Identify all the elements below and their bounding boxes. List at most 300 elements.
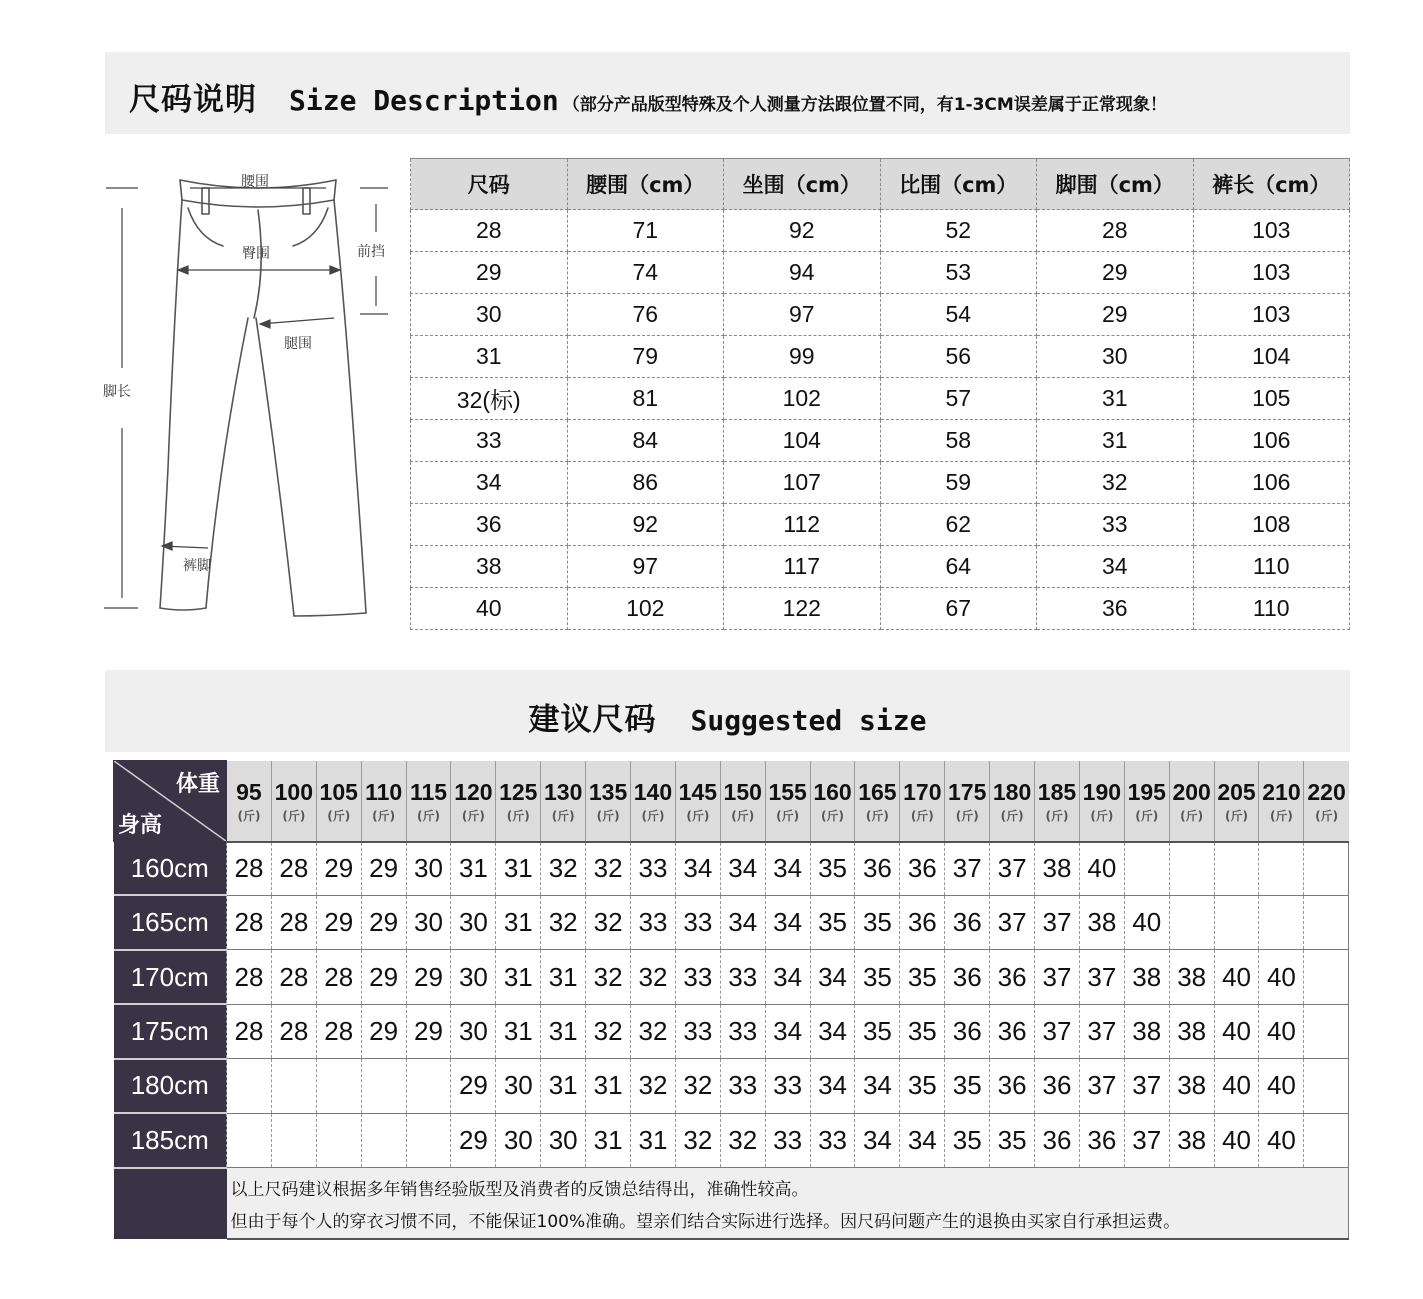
suggested-size-cell: 37 [1035,950,1080,1004]
suggested-size-cell: 31 [586,1113,631,1167]
weight-value: 95 [236,778,262,805]
suggested-size-cell: 30 [541,1113,586,1167]
weight-unit: (斤) [1225,808,1249,823]
size-cell: 31 [411,336,568,378]
suggested-size-cell: 38 [1169,1059,1214,1113]
weight-unit: (斤) [776,808,800,823]
size-row [411,378,1350,420]
suggested-size-cell: 31 [541,950,586,1004]
suggested-size-cell: 34 [855,1059,900,1113]
weight-value: 205 [1217,778,1256,805]
size-cell: 29 [1037,252,1194,294]
suggested-size-cell [1214,895,1259,949]
suggested-size-cell: 36 [990,1059,1035,1113]
suggested-size-cell: 35 [900,1004,945,1058]
suggested-size-cell [227,1059,272,1113]
suggested-size-cell: 34 [720,842,765,896]
weight-col-header [855,761,900,842]
suggested-size-cell: 28 [271,950,316,1004]
suggested-size-cell [1304,1113,1349,1167]
suggested-size-cell: 40 [1259,1113,1304,1167]
size-row [411,252,1350,294]
suggested-size-cell [271,1059,316,1113]
size-cell: 59 [880,462,1037,504]
size-table [410,158,1350,630]
weight-value: 125 [499,778,538,805]
weight-col-header [1035,761,1080,842]
suggested-size-cell [1169,895,1214,949]
size-cell: 108 [1193,504,1350,546]
weight-unit: (斤) [282,808,306,823]
size-cell: 53 [880,252,1037,294]
suggested-size-cell: 32 [631,1059,676,1113]
suggested-size-cell: 36 [900,842,945,896]
size-row [411,546,1350,588]
suggested-size-cell [1304,895,1349,949]
suggested-size-cell: 30 [496,1113,541,1167]
suggested-size-cell: 33 [765,1059,810,1113]
suggested-size-cell: 36 [990,1004,1035,1058]
size-cell: 103 [1193,252,1350,294]
diagram-hem-label: 裤脚 [183,558,211,574]
size-cell: 40 [411,588,568,630]
suggested-size-cell: 40 [1079,842,1124,896]
size-cell: 38 [411,546,568,588]
suggested-size-cell [406,1059,451,1113]
weight-value: 145 [678,778,718,805]
suggested-size-cell: 36 [900,895,945,949]
size-cell: 86 [567,462,724,504]
weight-unit: (斤) [237,808,261,823]
size-cell: 67 [880,588,1037,630]
size-cell: 99 [724,336,881,378]
suggested-size-cell: 36 [945,1004,990,1058]
size-cell: 64 [880,546,1037,588]
suggested-size-cell: 37 [1124,1059,1169,1113]
suggested-size-cell [1304,842,1349,896]
weight-col-header [227,761,272,842]
suggested-size-cell: 30 [406,842,451,896]
weight-value: 110 [365,778,403,805]
weight-col-header [496,761,541,842]
weight-col-header [541,761,586,842]
size-col-header: 比围（cm） [880,159,1037,210]
size-row [411,462,1350,504]
weight-value: 175 [948,778,987,805]
suggested-size-cell: 40 [1259,950,1304,1004]
measurement-note: （部分产品版型特殊及个人测量方法跟位置不同，有1-3CM误差属于正常现象！ [562,95,1167,115]
suggested-size-cell: 35 [990,1113,1035,1167]
size-cell: 102 [724,378,881,420]
weight-unit: (斤) [1135,808,1159,823]
suggested-size-cell: 37 [1079,1004,1124,1058]
suggested-size-cell: 33 [631,895,676,949]
size-cell: 76 [567,294,724,336]
suggested-size-cell: 29 [361,950,406,1004]
size-cell: 56 [880,336,1037,378]
suggested-size-cell: 38 [1124,950,1169,1004]
suggested-size-cell: 30 [451,895,496,949]
weight-unit: (斤) [731,808,755,823]
size-cell: 105 [1193,378,1350,420]
weight-value: 210 [1262,778,1301,805]
size-cell: 29 [1037,294,1194,336]
height-row [114,1059,1349,1113]
suggested-size-cell: 37 [1035,1004,1080,1058]
suggested-size-cell: 30 [496,1059,541,1113]
weight-unit: (斤) [955,808,979,823]
suggested-size-cell: 37 [1035,895,1080,949]
footnote-side [114,1168,227,1240]
suggested-size-cell: 40 [1214,1059,1259,1113]
weight-col-header [1169,761,1214,842]
suggested-size-cell: 29 [361,842,406,896]
height-row [114,1004,1349,1058]
suggested-size-cell: 31 [631,1113,676,1167]
size-table-body [411,210,1350,630]
size-description-title-en: Size Description [289,84,559,117]
size-cell: 28 [411,210,568,252]
suggested-size-cell: 35 [945,1059,990,1113]
weight-unit: (斤) [1180,808,1204,823]
weight-unit: (斤) [865,808,889,823]
suggested-size-cell [1214,842,1259,896]
height-row-header: 160cm [114,842,227,896]
weight-col-header [1079,761,1124,842]
size-cell: 28 [1037,210,1194,252]
weight-col-header [1214,761,1259,842]
size-cell: 92 [567,504,724,546]
weight-col-header [451,761,496,842]
size-row [411,210,1350,252]
suggested-size-cell: 40 [1214,1113,1259,1167]
size-cell: 36 [411,504,568,546]
suggested-size-cell: 28 [227,1004,272,1058]
size-row [411,588,1350,630]
weight-unit: (斤) [417,808,440,823]
suggested-size-cell: 33 [720,1004,765,1058]
size-cell: 110 [1193,546,1350,588]
suggested-size-cell: 34 [810,950,855,1004]
suggested-size-cell [406,1113,451,1167]
weight-col-header [586,761,631,842]
weight-col-header [765,761,810,842]
weight-col-header [675,761,720,842]
suggested-size-cell: 34 [765,895,810,949]
weight-value: 200 [1172,778,1211,805]
suggested-size-cell: 35 [945,1113,990,1167]
size-col-header: 裤长（cm） [1193,159,1350,210]
weight-value: 105 [319,778,358,805]
size-cell: 32 [1037,462,1194,504]
size-row [411,504,1350,546]
size-cell: 94 [724,252,881,294]
weight-col-header [1304,761,1349,842]
suggested-size-cell: 32 [586,842,631,896]
size-cell: 92 [724,210,881,252]
weight-value: 115 [409,778,448,805]
weight-value: 100 [274,778,314,805]
suggested-size-cell: 40 [1124,895,1169,949]
size-cell: 103 [1193,210,1350,252]
size-cell: 106 [1193,420,1350,462]
suggested-size-cell: 29 [361,895,406,949]
weight-unit: (斤) [821,808,845,823]
diagram-length-label: 脚长 [103,384,131,400]
diagram-thigh-label: 腿围 [284,336,312,352]
diagram-hip-label: 臀围 [242,246,270,262]
suggested-size-cell: 38 [1035,842,1080,896]
size-cell: 84 [567,420,724,462]
size-row [411,420,1350,462]
weight-unit: (斤) [686,808,710,823]
size-cell: 97 [724,294,881,336]
weight-value: 150 [723,778,762,805]
suggested-size-cell: 31 [496,842,541,896]
height-row-header: 185cm [114,1113,227,1167]
suggested-size-cell: 35 [900,950,945,1004]
suggested-size-cell: 38 [1124,1004,1169,1058]
suggested-size-cell: 34 [810,1059,855,1113]
weight-col-header [361,761,406,842]
height-row-header: 180cm [114,1059,227,1113]
weight-value: 180 [992,778,1032,805]
suggested-size-cell: 37 [945,842,990,896]
weight-value: 155 [768,778,807,805]
size-cell: 57 [880,378,1037,420]
size-cell: 58 [880,420,1037,462]
weight-unit: (斤) [506,808,530,823]
size-cell: 54 [880,294,1037,336]
size-cell: 30 [411,294,568,336]
suggested-size-cell: 34 [855,1113,900,1167]
suggested-size-cell: 28 [227,895,272,949]
suggested-size-cell: 32 [675,1059,720,1113]
suggested-size-cell: 31 [496,950,541,1004]
suggested-size-cell: 36 [1035,1059,1080,1113]
suggested-size-cell: 40 [1214,1004,1259,1058]
size-col-header: 尺码 [411,159,568,210]
suggested-size-cell: 36 [945,895,990,949]
weight-value: 170 [903,778,942,805]
pants-diagram [98,168,398,626]
height-row-header: 165cm [114,895,227,949]
height-row-header: 170cm [114,950,227,1004]
suggested-size-table [113,760,1349,1240]
suggested-size-cell: 33 [631,842,676,896]
suggested-size-cell: 38 [1169,1113,1214,1167]
weight-col-header [271,761,316,842]
suggested-size-title-en: Suggested size [690,704,927,737]
weight-value: 220 [1307,778,1346,805]
suggested-size-cell: 34 [720,895,765,949]
suggested-size-cell: 31 [451,842,496,896]
weight-unit: (斤) [327,808,351,823]
suggested-size-cell [1259,842,1304,896]
suggested-size-body [114,842,1349,1168]
suggested-size-cell: 31 [496,1004,541,1058]
diagram-waist-label: 腰围 [241,174,269,190]
suggested-size-cell [1259,895,1304,949]
weight-label: 体重 [175,772,220,797]
footnote-line-1: 以上尺码建议根据多年销售经验版型及消费者的反馈总结得出，准确性较高。 [230,1180,809,1200]
suggested-size-cell: 40 [1259,1059,1304,1113]
size-cell: 104 [724,420,881,462]
suggested-size-cell: 40 [1214,950,1259,1004]
suggested-size-cell: 31 [586,1059,631,1113]
suggested-size-cell: 35 [810,895,855,949]
suggested-size-cell: 28 [271,842,316,896]
suggested-size-cell: 32 [631,950,676,1004]
weight-value: 160 [813,778,852,805]
suggested-size-cell: 28 [316,950,361,1004]
suggested-size-cell: 28 [227,950,272,1004]
suggested-size-cell: 32 [586,950,631,1004]
suggested-size-cell: 34 [765,842,810,896]
suggested-size-cell: 35 [810,842,855,896]
size-cell: 103 [1193,294,1350,336]
suggested-size-cell: 29 [451,1059,496,1113]
size-row [411,336,1350,378]
suggested-size-cell: 37 [990,842,1035,896]
height-row [114,895,1349,949]
size-cell: 31 [1037,420,1194,462]
suggested-size-cell: 33 [720,950,765,1004]
suggested-size-cell: 33 [765,1113,810,1167]
suggested-size-cell: 31 [541,1004,586,1058]
weight-col-header [1259,761,1304,842]
height-row [114,842,1349,896]
suggested-size-cell: 29 [406,950,451,1004]
size-cell: 52 [880,210,1037,252]
weight-unit: (斤) [641,808,665,823]
suggested-size-cell: 30 [451,1004,496,1058]
diagram-rise-label: 前挡 [357,244,385,260]
size-cell: 36 [1037,588,1194,630]
suggested-size-cell: 38 [1169,950,1214,1004]
suggested-size-cell [1304,1004,1349,1058]
suggested-size-cell: 38 [1169,1004,1214,1058]
suggested-size-cell: 35 [855,895,900,949]
suggested-size-cell [1304,950,1349,1004]
weight-unit: (斤) [1315,808,1339,823]
suggested-size-cell: 28 [316,1004,361,1058]
weight-col-header [631,761,676,842]
suggested-size-cell: 34 [765,1004,810,1058]
weight-col-header [990,761,1035,842]
suggested-size-cell: 34 [675,842,720,896]
footnote-line-2: 但由于每个人的穿衣习惯不同，不能保证100%准确。望亲们结合实际进行选择。因尺码问题产生的退换由买家自行承担运费。 [230,1212,1181,1232]
weight-unit: (斤) [461,808,485,823]
size-cell: 71 [567,210,724,252]
size-cell: 112 [724,504,881,546]
suggested-size-cell: 33 [675,895,720,949]
suggested-size-cell: 36 [1035,1113,1080,1167]
suggested-size-cell [316,1113,361,1167]
size-table-header [411,159,1350,210]
weight-unit: (斤) [596,808,620,823]
size-cell: 107 [724,462,881,504]
suggested-size-cell: 36 [1079,1113,1124,1167]
height-label: 身高 [118,813,163,838]
weight-unit: (斤) [1000,808,1024,823]
size-cell: 79 [567,336,724,378]
size-cell: 106 [1193,462,1350,504]
weight-unit: (斤) [1269,808,1293,823]
size-cell: 81 [567,378,724,420]
size-cell: 62 [880,504,1037,546]
footnote [227,1168,1349,1240]
suggested-size-cell: 29 [316,895,361,949]
suggested-size-cell: 34 [765,950,810,1004]
weight-value: 135 [588,778,628,805]
weight-unit: (斤) [1045,808,1069,823]
footnote-row [114,1168,1349,1240]
suggested-size-cell: 31 [541,1059,586,1113]
size-cell: 74 [567,252,724,294]
weight-col-header [720,761,765,842]
suggested-size-cell: 36 [990,950,1035,1004]
suggested-size-cell: 29 [406,1004,451,1058]
suggested-size-cell: 29 [361,1004,406,1058]
table-corner [114,761,227,842]
weight-value: 165 [858,778,897,805]
suggested-size-cell: 37 [1079,950,1124,1004]
suggested-size-cell: 35 [855,950,900,1004]
suggested-size-cell [227,1113,272,1167]
suggested-size-cell: 36 [855,842,900,896]
size-cell: 97 [567,546,724,588]
suggested-size-cell: 37 [1079,1059,1124,1113]
suggested-size-cell: 32 [541,842,586,896]
suggested-size-cell: 29 [451,1113,496,1167]
size-cell: 29 [411,252,568,294]
suggested-size-cell [361,1113,406,1167]
size-cell: 30 [1037,336,1194,378]
size-description-title-zh: 尺码说明 [129,82,257,118]
suggested-size-cell: 40 [1259,1004,1304,1058]
suggested-size-cell: 33 [810,1113,855,1167]
suggested-size-cell: 35 [900,1059,945,1113]
suggested-size-cell: 33 [720,1059,765,1113]
size-cell: 33 [1037,504,1194,546]
suggested-size-cell [1304,1059,1349,1113]
suggested-size-cell [271,1113,316,1167]
suggested-size-banner [105,670,1350,752]
weight-unit: (斤) [1090,808,1114,823]
suggested-size-cell: 35 [855,1004,900,1058]
weight-unit: (斤) [551,808,575,823]
weight-col-header [406,761,451,842]
size-cell: 102 [567,588,724,630]
size-cell: 32(标) [411,378,568,420]
size-cell: 117 [724,546,881,588]
suggested-size-cell: 28 [271,895,316,949]
weight-col-header [810,761,855,842]
suggested-size-cell: 32 [541,895,586,949]
suggested-size-cell [316,1059,361,1113]
size-cell: 110 [1193,588,1350,630]
size-col-header: 坐围（cm） [724,159,881,210]
size-cell: 34 [1037,546,1194,588]
size-col-header: 腰围（cm） [567,159,724,210]
size-col-header: 脚围（cm） [1037,159,1194,210]
height-row [114,1113,1349,1167]
size-description-banner [105,52,1350,134]
weight-header-row [114,761,1349,842]
size-cell: 104 [1193,336,1350,378]
suggested-size-cell: 28 [271,1004,316,1058]
